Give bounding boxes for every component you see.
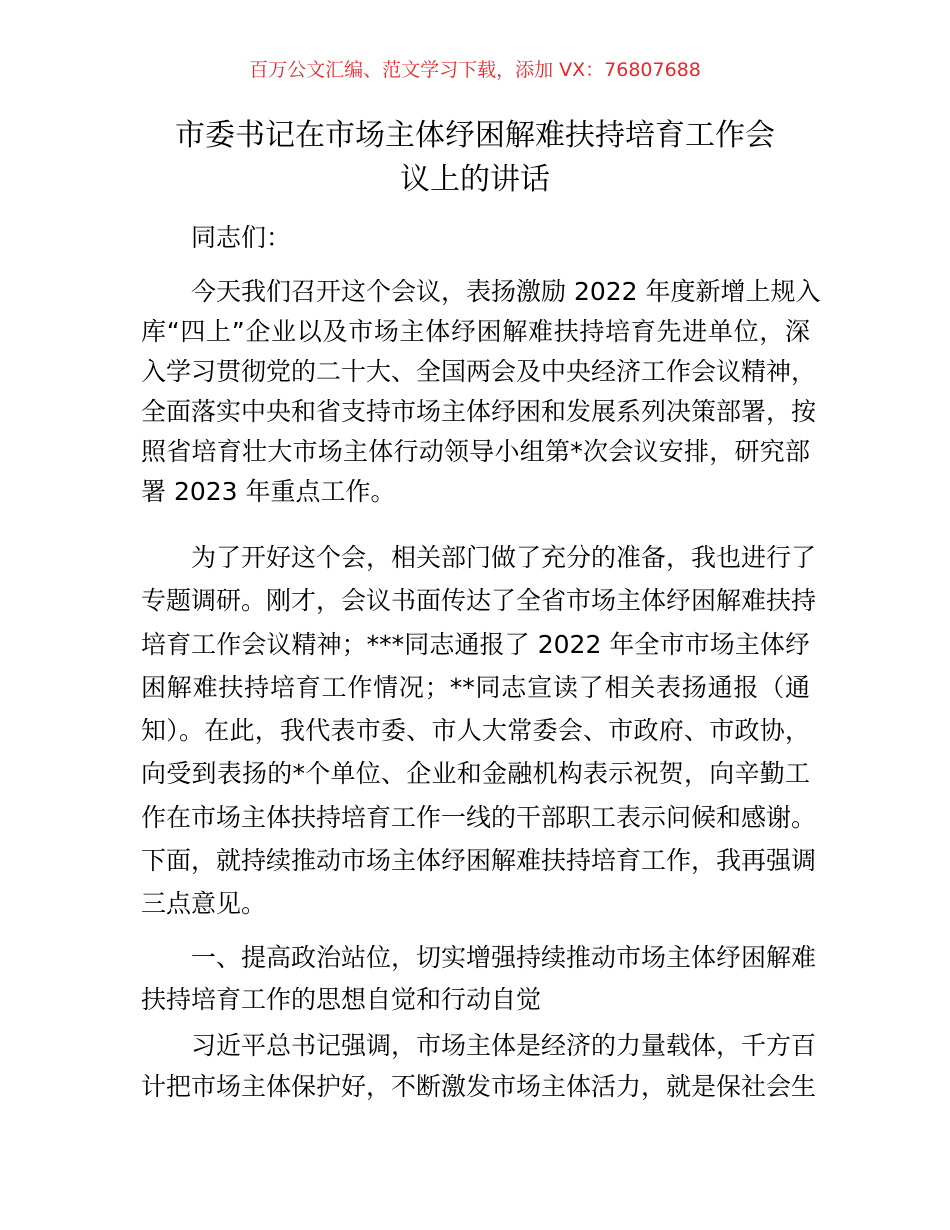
paragraph-line: 为了开好这个会，相关部门做了充分的准备，我也进行了 [191,543,817,572]
paragraph-line: 知）。在此，我代表市委、市人大常委会、市政府、市政协， [141,716,810,746]
paragraph-line: 向受到表扬的*个单位、企业和金融机构表示祝贺，向辛勤工 [141,759,810,789]
paragraph-line: 计把市场主体保护好，不断激发市场主体活力，就是保社会生 [141,1072,817,1101]
paragraph-intro [141,272,821,512]
paragraph-line: 习近平总书记强调，市场主体是经济的力量载体，千方百 [191,1031,817,1060]
paragraph-line: 库“四上”企业以及市场主体纾困解难扶持培育先进单位，深 [141,317,810,346]
title-line: 议上的讲话 [400,162,550,197]
paragraph-line: 专题调研。刚才，会议书面传达了全省市场主体纾困解难扶持 [141,586,817,616]
paragraph-section-1 [141,1025,817,1107]
salutation [141,218,810,258]
paragraph-line: 三点意见。 [141,889,267,919]
paragraph-line: 培育工作会议精神；***同志通报了 2022 年全市市场主体纾 [141,629,810,659]
paragraph-line: 照省培育壮大市场主体行动领导小组第*次会议安排，研究部 [141,437,810,466]
paragraph-line: 今天我们召开这个会议，表扬激励 2022 年度新增上规入 [191,277,821,306]
watermark-banner: 百万公文汇编、范文学习下载，添加 VX：76807688 [249,59,701,81]
paragraph-preparation [141,536,817,926]
paragraph-line: 全面落实中央和省支持市场主体纾困和发展系列决策部署，按 [141,397,817,426]
paragraph-line: 下面，就持续推动市场主体纾困解难扶持培育工作，我再强调 [141,846,817,876]
paragraph-line: 署 2023 年重点工作。 [141,477,396,506]
title-line: 市委书记在市场主体纾困解难扶持培育工作会 [175,118,775,153]
paragraph-line: 作在市场主体扶持培育工作一线的干部职工表示问候和感谢。 [141,802,817,832]
paragraph-line: 入学习贯彻党的二十大、全国两会及中央经济工作会议精神， [141,357,817,386]
paragraph-line: 一、提高政治站位，切实增强持续推动市场主体纾困解难 [191,943,817,972]
document-title [140,114,810,202]
paragraph-line: 困解难扶持培育工作情况；**同志宣读了相关表扬通报（通 [141,672,810,702]
section-heading-1 [141,937,817,1021]
paragraph-line: 扶持培育工作的思想自觉和行动自觉 [141,985,542,1014]
salutation-text: 同志们： [191,223,292,252]
